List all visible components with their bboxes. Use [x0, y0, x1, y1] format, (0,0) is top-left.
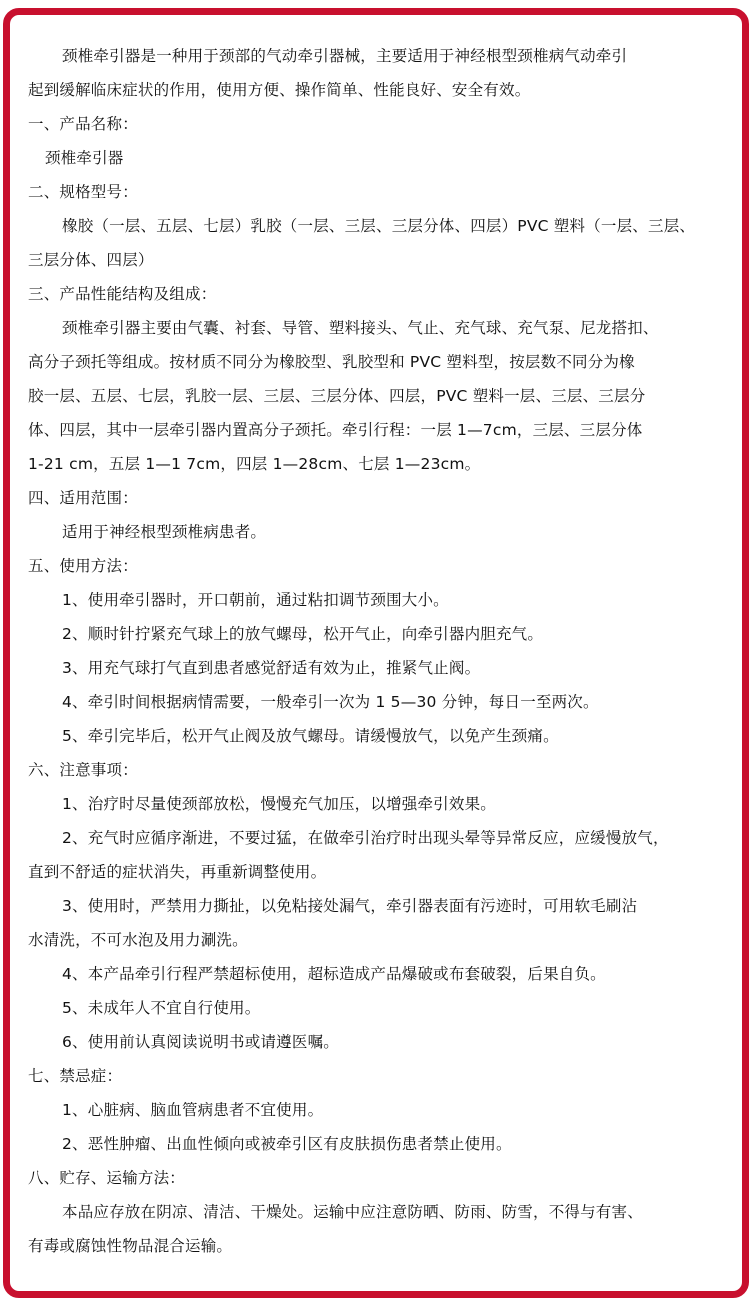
section-line: 体、四层，其中一层牵引器内置高分子颈托。牵引行程：一层 1—7cm，三层、三层分体 [28, 421, 643, 439]
section-line: 1、使用牵引器时，开口朝前，通过粘扣调节颈围大小。 [62, 591, 449, 609]
section-line: 1、心脏病、脑血管病患者不宜使用。 [62, 1101, 324, 1119]
section-line: 5、牵引完毕后，松开气止阀及放气螺母。请缓慢放气，以免产生颈痛。 [62, 727, 559, 745]
section-line: 2、充气时应循序渐进，不要过猛，在做牵引治疗时出现头晕等异常反应，应缓慢放气， [62, 829, 669, 847]
section-heading: 六、注意事项： [28, 761, 138, 779]
section-heading: 八、贮存、运输方法： [28, 1169, 186, 1187]
section-heading: 一、产品名称： [28, 115, 138, 133]
section-line: 6、使用前认真阅读说明书或请遵医嘱。 [62, 1033, 339, 1051]
section-line: 适用于神经根型颈椎病患者。 [62, 523, 267, 541]
section-heading: 三、产品性能结构及组成： [28, 285, 217, 303]
instruction-text [28, 39, 734, 1263]
section-line: 直到不舒适的症状消失，再重新调整使用。 [28, 863, 327, 881]
section-heading: 七、禁忌症： [28, 1067, 123, 1085]
section-line: 三层分体、四层） [28, 251, 154, 269]
section-line: 1-21 cm，五层 1—1 7cm，四层 1—28cm、七层 1—23cm。 [28, 455, 481, 473]
section-heading: 四、适用范围： [28, 489, 138, 507]
intro-line: 颈椎牵引器是一种用于颈部的气动牵引器械，主要适用于神经根型颈椎病气动牵引 [62, 47, 628, 65]
section-line: 4、牵引时间根据病情需要，一般牵引一次为 1 5—30 分钟，每日一至两次。 [62, 693, 599, 711]
section-heading: 五、使用方法： [28, 557, 138, 575]
section-line: 3、用充气球打气直到患者感觉舒适有效为止，推紧气止阀。 [62, 659, 481, 677]
document-frame [3, 8, 749, 1298]
section-line: 胶一层、五层、七层，乳胶一层、三层、三层分体、四层，PVC 塑料一层、三层、三层分 [28, 387, 646, 405]
section-line: 本品应存放在阴凉、清洁、干燥处。运输中应注意防晒、防雨、防雪，不得与有害、 [62, 1203, 643, 1221]
section-heading: 二、规格型号： [28, 183, 138, 201]
intro-line: 起到缓解临床症状的作用，使用方便、操作简单、性能良好、安全有效。 [28, 81, 531, 99]
section-line: 1、治疗时尽量使颈部放松，慢慢充气加压，以增强牵引效果。 [62, 795, 496, 813]
section-line: 4、本产品牵引行程严禁超标使用，超标造成产品爆破或布套破裂，后果自负。 [62, 965, 606, 983]
section-line: 颈椎牵引器 [45, 149, 124, 167]
section-line: 水清洗，不可水泡及用力涮洗。 [28, 931, 248, 949]
section-line: 2、顺时针拧紧充气球上的放气螺母，松开气止，向牵引器内胆充气。 [62, 625, 544, 643]
section-line: 高分子颈托等组成。按材质不同分为橡胶型、乳胶型和 PVC 塑料型，按层数不同分为橡 [28, 353, 635, 371]
section-line: 5、未成年人不宜自行使用。 [62, 999, 261, 1017]
section-line: 有毒或腐蚀性物品混合运输。 [28, 1237, 233, 1255]
section-line: 橡胶（一层、五层、七层）乳胶（一层、三层、三层分体、四层）PVC 塑料（一层、三层、 [62, 217, 696, 235]
section-line: 3、使用时，严禁用力撕扯，以免粘接处漏气，牵引器表面有污迹时，可用软毛刷沾 [62, 897, 638, 915]
section-line: 颈椎牵引器主要由气囊、衬套、导管、塑料接头、气止、充气球、充气泵、尼龙搭扣、 [62, 319, 659, 337]
section-line: 2、恶性肿瘤、出血性倾向或被牵引区有皮肤损伤患者禁止使用。 [62, 1135, 512, 1153]
